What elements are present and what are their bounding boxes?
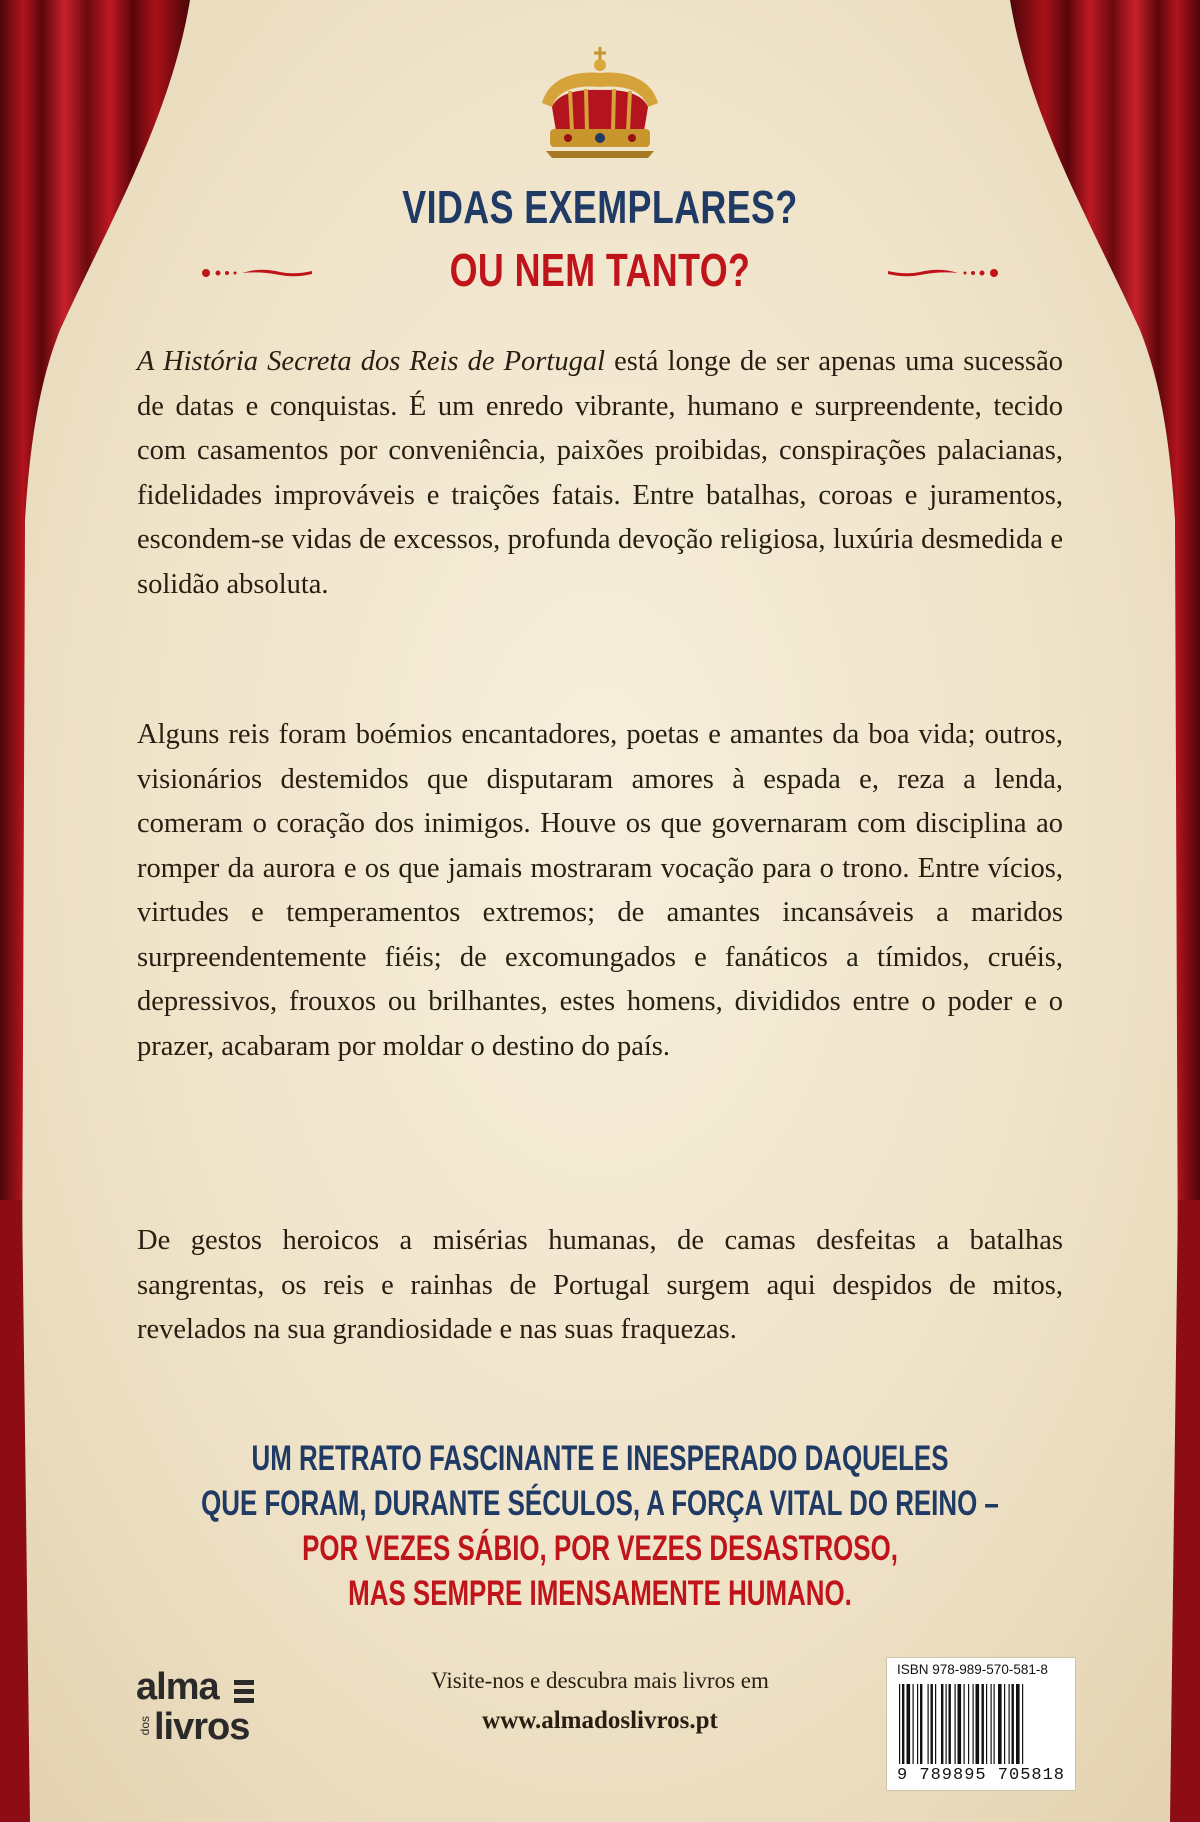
logo-bars-icon [234, 1678, 254, 1708]
closing-statement [156, 1436, 1044, 1616]
visit-text: Visite-nos e descubra mais livros em [431, 1668, 769, 1693]
right-flourish-icon [885, 263, 1000, 283]
logo-livros: livros [154, 1706, 250, 1748]
isbn-label: ISBN 978-989-570-581-8 [897, 1662, 1048, 1677]
crown-icon [530, 45, 670, 160]
book-title: A História Secreta dos Reis de Portugal [137, 346, 605, 377]
isbn-barcode-box [886, 1657, 1076, 1791]
headline-line-2: OU NEM TANTO? [449, 244, 751, 296]
paragraph-2-text: Alguns reis foram boémios encantadores, poetas e amantes da boa vida; outros, visionários destemidos que disputaram amores à espada e, reza a lenda, comeram o coração dos inimigos. Houve os que governaram com disciplina ao romper da aurora e os que jamais mostraram vocação para o trono. Entre vícios, virtudes e temperamentos extremos; de amantes incansáveis a maridos surpreendentemente fiéis; de excomungados e fanáticos a tímidos, cruéis, depressivos, frouxos ou brilhantes, estes homens, divididos entre o poder e o prazer, acabaram por moldar o destino do país. [137, 719, 1063, 1062]
paragraph-2 [137, 713, 1063, 1069]
publisher-logo [136, 1666, 254, 1754]
closing-line-3: POR VEZES SÁBIO, POR VEZES DESASTROSO, [302, 1529, 898, 1568]
closing-line-2: QUE FORAM, DURANTE SÉCULOS, A FORÇA VITAL DO REINO – [201, 1484, 999, 1523]
paragraph-3 [137, 1219, 1063, 1353]
paragraph-1-text: está longe de ser apenas uma sucessão de datas e conquistas. É um enredo vibrante, humano e surpreendente, tecido com casamentos por conveniência, paixões proibidas, conspirações palacianas, fidelidades improváveis e traições fatais. Entre batalhas, coroas e juramentos, escondem-se vidas de excessos, profunda devoção religiosa, luxúria desmedida e solidão absoluta. [137, 346, 1063, 600]
closing-line-1: UM RETRATO FASCINANTE E INESPERADO DAQUELES [251, 1439, 949, 1478]
closing-line-4: MAS SEMPRE IMENSAMENTE HUMANO. [348, 1574, 852, 1613]
paragraph-3-text: De gestos heroicos a misérias humanas, de camas desfeitas a batalhas sangrentas, os reis e rainhas de Portugal surgem aqui despidos de mitos, revelados na sua grandiosidade e nas suas fraquezas. [137, 1225, 1063, 1345]
barcode-icon [897, 1684, 1065, 1766]
paragraph-1 [137, 340, 1063, 607]
logo-alma: alma [136, 1666, 219, 1708]
logo-dos: dos [138, 1716, 152, 1736]
website-link[interactable]: www.almadoslivros.pt [482, 1707, 718, 1734]
headline-line-1: VIDAS EXEMPLARES? [402, 181, 798, 233]
isbn-digits: 9 789895 705818 [896, 1766, 1066, 1785]
